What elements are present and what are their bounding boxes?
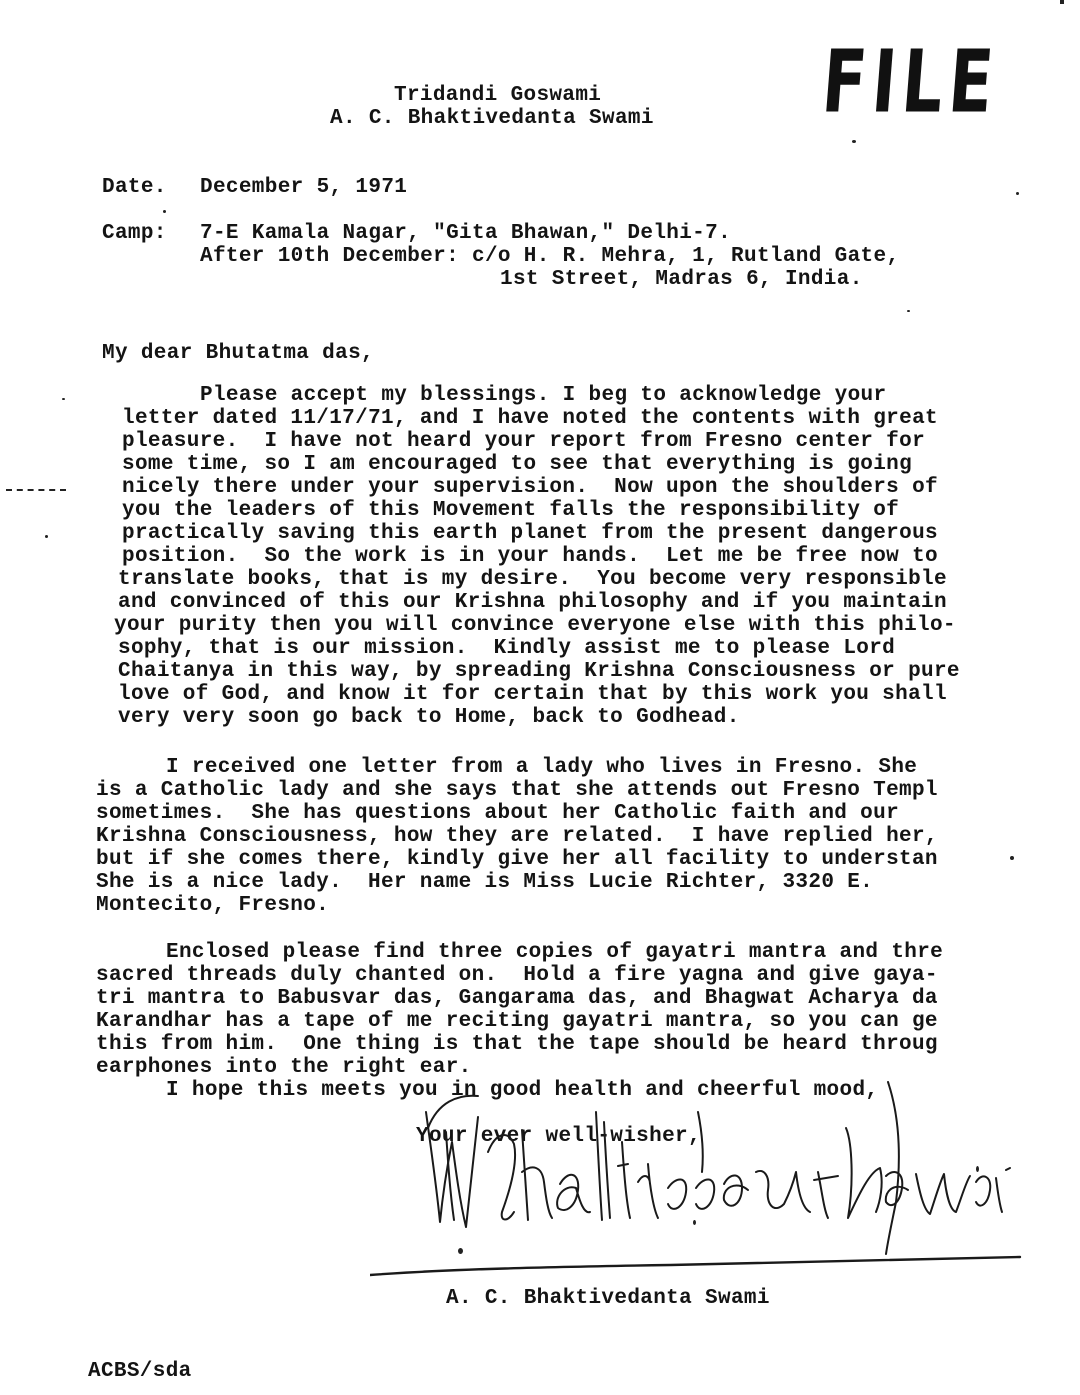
body-line: She is a nice lady. Her name is Miss Lucie Richter, 3320 E. — [96, 871, 874, 894]
signatory-name: A. C. Bhaktivedanta Swami — [446, 1287, 770, 1310]
date-label: Date. — [102, 176, 167, 199]
letterhead-line-2: A. C. Bhaktivedanta Swami — [330, 107, 654, 130]
reference-initials: ACBS/sda — [88, 1360, 192, 1383]
body-line: practically saving this earth planet from the present dangerous — [122, 522, 938, 545]
scan-mark — [976, 1166, 979, 1172]
body-line: and convinced of this our Krishna philosophy and if you maintain — [118, 591, 947, 614]
scan-edge-mark — [1060, 0, 1064, 4]
camp-address-line-1: 7-E Kamala Nagar, "Gita Bhawan," Delhi-7. — [200, 222, 732, 245]
body-line: love of God, and know it for certain that by this work you shall — [118, 683, 947, 706]
body-line: Krishna Consciousness, how they are related. I have replied her, — [96, 825, 938, 848]
scan-mark — [693, 1220, 696, 1225]
body-line: your purity then you will convince everyone else with this philo- — [114, 614, 956, 637]
camp-label: Camp: — [102, 222, 167, 245]
body-line: Montecito, Fresno. — [96, 894, 330, 917]
body-line: pleasure. I have not heard your report from Fresno center for — [122, 430, 926, 453]
scan-mark — [163, 210, 166, 213]
scan-mark — [907, 310, 910, 312]
camp-address-line-2: After 10th December: c/o H. R. Mehra, 1, Rutland Gate, — [200, 245, 900, 268]
body-line: sometimes. She has questions about her Catholic faith and our — [96, 802, 900, 825]
date-value: December 5, 1971 — [200, 176, 408, 199]
body-line: letter dated 11/17/71, and I have noted the contents with great — [122, 407, 938, 430]
body-line: Karandhar has a tape of me reciting gayatri mantra, so you can ge — [96, 1010, 938, 1033]
body-line: tri mantra to Babusvar das, Gangarama das, and Bhagwat Acharya da — [96, 987, 938, 1010]
scan-mark — [458, 1248, 463, 1254]
scan-mark — [1016, 192, 1019, 195]
camp-address-line-3: 1st Street, Madras 6, India. — [500, 268, 863, 291]
body-line: this from him. One thing is that the tape should be heard throug — [96, 1033, 938, 1056]
body-line: but if she comes there, kindly give her all facility to understan — [96, 848, 938, 871]
body-line: sophy, that is our mission. Kindly assist me to please Lord — [118, 637, 896, 660]
file-stamp: FILE — [818, 33, 1003, 134]
body-line: very very soon go back to Home, back to Godhead. — [118, 706, 740, 729]
body-line: translate books, that is my desire. You become very responsible — [118, 568, 947, 591]
salutation: My dear Bhutatma das, — [102, 342, 374, 365]
body-line: is a Catholic lady and she says that she attends out Fresno Templ — [96, 779, 938, 802]
body-line: you the leaders of this Movement falls the responsibility of — [122, 499, 900, 522]
body-line: Chaitanya in this way, by spreading Krishna Consciousness or pure — [118, 660, 960, 683]
scan-mark — [45, 535, 48, 538]
body-line: Enclosed please find three copies of gayatri mantra and thre — [166, 941, 944, 964]
body-line: nicely there under your supervision. Now upon the shoulders of — [122, 476, 938, 499]
signature-rule — [370, 1255, 1030, 1285]
body-line: sacred threads duly chanted on. Hold a fire yagna and give gaya- — [96, 964, 938, 987]
body-line: position. So the work is in your hands. Let me be free now to — [122, 545, 938, 568]
letterhead-line-1: Tridandi Goswami — [394, 84, 602, 107]
scan-mark — [1010, 856, 1014, 860]
valediction: Your ever well-wisher, — [416, 1125, 701, 1148]
closing-wish: I hope this meets you in good health and cheerful mood, — [166, 1079, 879, 1102]
body-line: Please accept my blessings. I beg to acknowledge your — [200, 384, 887, 407]
body-line: I received one letter from a lady who lives in Fresno. She — [166, 756, 918, 779]
scan-mark — [62, 398, 65, 400]
body-line: some time, so I am encouraged to see that everything is going — [122, 453, 913, 476]
scan-dash — [6, 489, 66, 491]
scan-mark — [852, 140, 856, 143]
body-line: earphones into the right ear. — [96, 1056, 472, 1079]
